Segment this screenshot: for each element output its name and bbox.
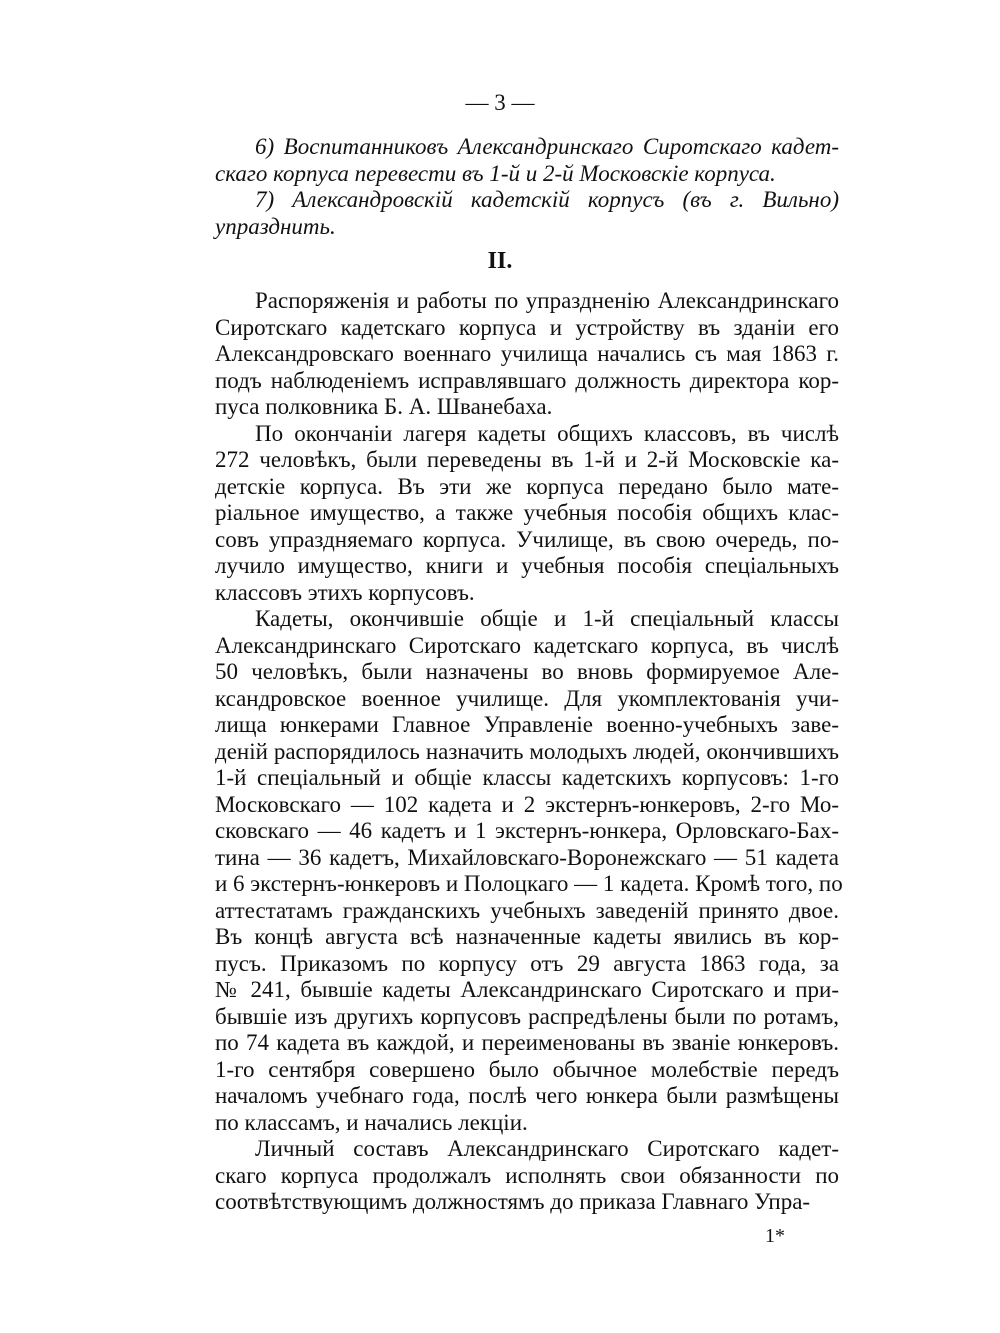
text-line: Сиротскаго кадетскаго корпуса и устройству въ зданіи его <box>215 314 839 340</box>
text-line: подъ наблюденіемъ исправлявшаго должность директора кор- <box>215 367 839 393</box>
text-line: 1-й спеціальный и общіе классы кадетскихъ корпусовъ: 1-го <box>215 765 839 790</box>
text-line: началомъ учебнаго года, послѣ чего юнкера были размѣщены <box>215 1083 839 1108</box>
text-line: 7) Александровскій кадетскій корпусъ (въ г. Вильно) <box>255 187 839 212</box>
text-line: сковскаго — 46 кадетъ и 1 экстернъ-юнкера, Орловскаго-Бах- <box>215 818 839 843</box>
text-line: лища юнкерами Главное Управленіе военно-учебныхъ заве- <box>215 712 839 737</box>
text-line: скаго корпуса продолжалъ исполнять свои обязанности по <box>215 1162 839 1188</box>
numbered-items <box>215 134 839 240</box>
text-line: 6) Воспитанниковъ Александринскаго Сиротскаго кадет- <box>255 134 839 159</box>
text-line: № 241, бывшіе кадеты Александринскаго Сиротскаго и при- <box>215 977 839 1002</box>
text-line: Александровскаго военнаго училища начались съ мая 1863 г. <box>215 341 839 366</box>
text-line: и 6 экстернъ-юнкеровъ и Полоцкаго — 1 кадета. Кромѣ того, по <box>215 871 843 896</box>
text-line: Распоряженія и работы по упраздненію Александринскаго <box>255 288 839 313</box>
text-line: ріальное имущество, а также учебныя пособія общихъ клас- <box>215 500 839 525</box>
text-line: Въ концѣ августа всѣ назначенные кадеты явились въ кор- <box>215 924 839 949</box>
text-line: 1-го сентября совершено было обычное молебствіе передъ <box>215 1056 839 1082</box>
text-line: пусъ. Приказомъ по корпусу отъ 29 августа 1863 года, за <box>215 950 839 976</box>
text-line: лучило имущество, книги и учебныя пособія спеціальныхъ <box>215 553 839 578</box>
paragraph <box>215 421 839 607</box>
text-line: классовъ этихъ корпусовъ. <box>215 579 475 605</box>
text-line: ксандровское военное училище. Для укомплектованія учи- <box>215 685 839 711</box>
text-line: совъ упраздняемаго корпуса. Училище, въ свою очередь, по- <box>215 526 839 552</box>
text-line: 272 человѣкъ, были переведены въ 1-й и 2-й Московскіе ка- <box>215 447 839 472</box>
text-line: Московскаго — 102 кадета и 2 экстернъ-юнкеровъ, 2-го Мо- <box>215 791 839 817</box>
text-line: по 74 кадета въ каждой, и переименованы въ званіе юнкеровъ. <box>215 1030 839 1055</box>
text-line: по классамъ, и начались лекціи. <box>215 1109 528 1135</box>
text-line: аттестатамъ гражданскихъ учебныхъ заведеній принято двое. <box>215 897 839 923</box>
paragraph <box>215 1136 839 1216</box>
text-line: детскіе корпуса. Въ эти же корпуса передано было мате- <box>215 473 839 499</box>
numbered-item <box>215 187 839 240</box>
text-line: Кадеты, окончившіе общіе и 1-й спеціальный классы <box>255 606 839 631</box>
text-line: 50 человѣкъ, были назначены во вновь формируемое Але- <box>215 659 839 684</box>
text-line: деній распорядилось назначить молодыхъ людей, окончившихъ <box>215 738 839 764</box>
page-number: — 3 — <box>465 90 535 115</box>
paragraph <box>215 288 839 421</box>
section-heading: II. <box>487 248 513 274</box>
text-line: тина — 36 кадетъ, Михайловскаго-Воронежскаго — 51 кадета <box>215 844 839 870</box>
text-line: бывшіе изъ другихъ корпусовъ распредѣлены были по ротамъ, <box>215 1003 839 1029</box>
paragraph <box>215 606 843 1136</box>
text-line: упразднить. <box>215 213 336 239</box>
text-line: Александринскаго Сиротскаго кадетскаго корпуса, въ числѣ <box>215 632 839 658</box>
printer-signature-mark: 1* <box>765 1225 785 1247</box>
text-line: пуса полковника Б. А. Шванебаха. <box>215 394 553 419</box>
text-line: соотвѣтствующимъ должностямъ до приказа Главнаго Упра- <box>215 1189 811 1214</box>
text-line: Личный составъ Александринскаго Сиротскаго кадет- <box>255 1136 839 1161</box>
text-line: По окончаніи лагеря кадеты общихъ классовъ, въ числѣ <box>255 420 839 446</box>
numbered-item <box>215 134 839 187</box>
text-line: скаго корпуса перевести въ 1-й и 2-й Московскіе корпуса. <box>215 160 776 186</box>
body-text <box>215 288 843 1216</box>
